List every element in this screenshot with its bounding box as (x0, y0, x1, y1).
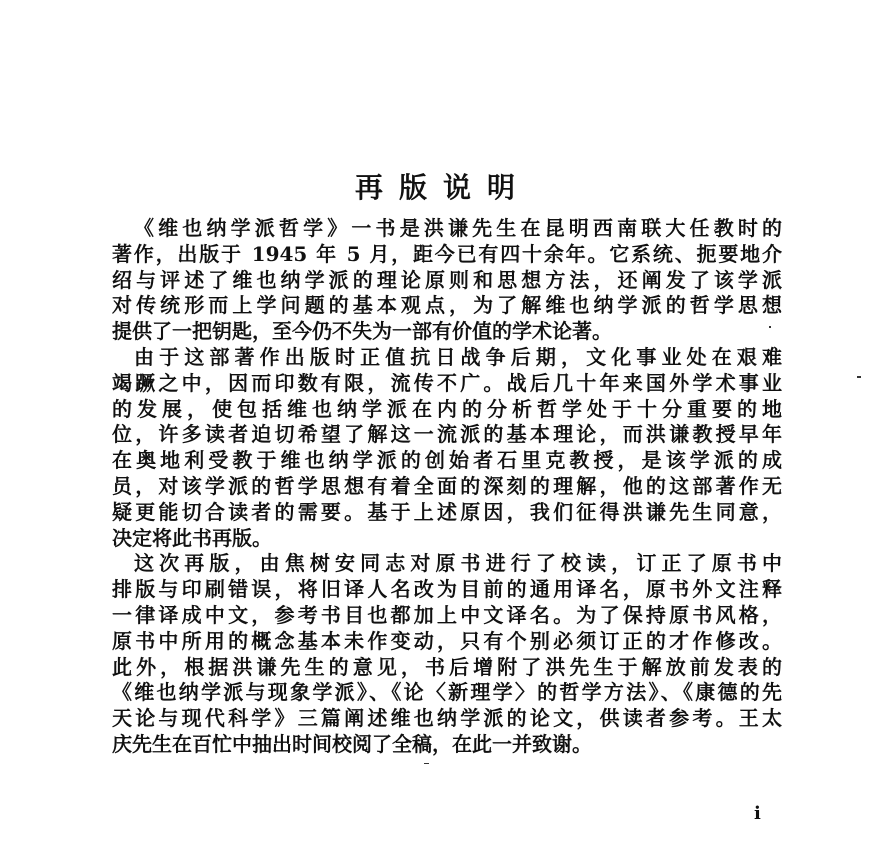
text-line: 《维也纳学派哲学》一书是洪谦先生在昆明西南联大任教时的 (134, 216, 782, 240)
text-line: 提供了一把钥匙，至今仍不失为一部有价值的学术论著。 (112, 319, 612, 344)
text-line: 的发展，使包括维也纳学派在内的分析哲学处于十分重要的地 (112, 396, 782, 421)
text-line: 著作，出版于 1945 年 5 月，距今已有四十余年。它系统、扼要地介 (112, 241, 782, 266)
text-line: 位，许多读者迫切希望了解这一流派的基本理论，而洪谦教授早年 (112, 422, 782, 447)
text-line: 决定将此书再版。 (112, 525, 272, 550)
text-line: 在奥地利受教于维也纳学派的创始者石里克教授，是该学派的成 (112, 448, 782, 473)
text-line: 绍与评述了维也纳学派的理论原则和思想方法，还阐发了该学派 (112, 267, 782, 292)
text-line: 天论与现代科学》三篇阐述维也纳学派的论文，供读者参考。王太 (112, 706, 782, 731)
scan-speck (857, 376, 861, 378)
text-line: 一律译成中文，参考书目也都加上中文译名。为了保持原书风格， (112, 602, 782, 627)
text-line: 竭蹶之中，因而印数有限，流传不广。战后几十年来国外学术事业 (112, 370, 782, 395)
text-line: 原书中所用的概念基本未作变动，只有个别必须订正的才作修改。 (112, 628, 782, 653)
text-line: 员，对该学派的哲学思想有着全面的深刻的理解，他的这部著作无 (112, 473, 782, 498)
text-line: 排版与印刷错误，将旧译人名改为目前的通用译名，原书外文注释 (112, 577, 782, 602)
paragraph-2 (112, 345, 782, 551)
document-body (112, 216, 782, 758)
scan-speck (424, 763, 429, 764)
text-line: 疑更能切合读者的需要。基于上述原因，我们征得洪谦先生同意， (112, 499, 782, 524)
text-line: 此外，根据洪谦先生的意见，书后增附了洪先生于解放前发表的 (112, 654, 782, 679)
text-line: 对传统形而上学问题的基本观点，为了解维也纳学派的哲学思想 (112, 293, 782, 318)
text-line: 这次再版，由焦树安同志对原书进行了校读，订正了原书中 (134, 551, 782, 576)
paragraph-1 (112, 216, 782, 345)
page-title: 再版说明 (354, 171, 531, 204)
text-line: 庆先生在百忙中抽出时间校阅了全稿，在此一并致谢。 (112, 731, 592, 756)
text-line: 由于这部著作出版时正值抗日战争后期，文化事业处在艰难 (134, 344, 782, 369)
scan-speck (769, 326, 771, 328)
text-line: 《维也纳学派与现象学派》、《论〈新理学〉的哲学方法》、《康德的先 (112, 680, 782, 705)
paragraph-3 (112, 551, 782, 757)
page-number: i (754, 803, 761, 824)
